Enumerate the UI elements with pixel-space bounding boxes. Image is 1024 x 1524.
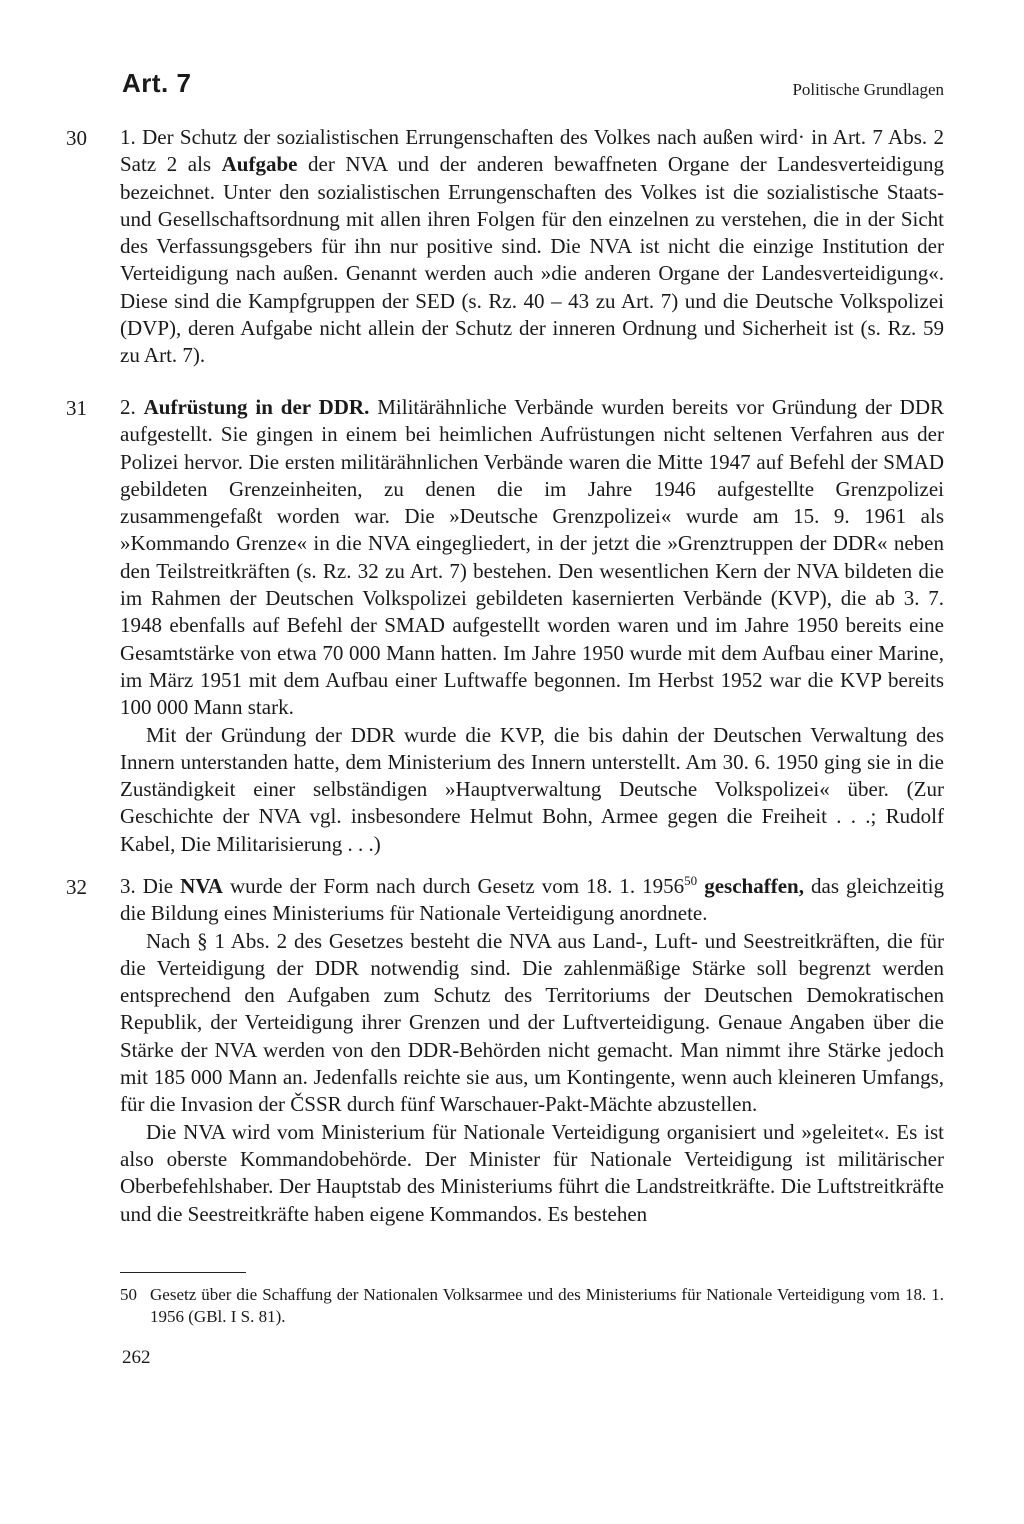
- text-run: Die NVA wird vom Ministerium für Nationale Verteidigung organisiert und »geleitet«. Es ist also oberste Kommandobehörde. Der Minister für Nationale Verteidigung ist militärischer Oberbefehlshaber. Der Hauptstab des Ministeriums führt die Landstreitkräfte. Die Luftstreitkräfte und die Seestreitkräfte haben eigene Kommandos. Es bestehen: [120, 1119, 944, 1226]
- text-run: Mit der Gründung der DDR wurde die KVP, die bis dahin der Deutschen Verwaltung des Innern unterstanden hatte, dem Ministerium des Innern unterstellt. Am 30. 6. 1950 ging sie in die Zuständigkeit einer selbständigen »Hauptverwaltung Deutsche Volkspolizei« über. (Zur Geschichte der NVA vgl. insbesondere Helmut Bohn, Armee gegen die Freiheit . . .; Rudolf Kabel, Die Militarisierung . . .): [120, 722, 944, 856]
- paragraph: [120, 394, 944, 722]
- paragraph: [120, 928, 944, 1119]
- text-run: 3. Die: [120, 874, 181, 898]
- margin-number: 31: [66, 396, 87, 420]
- text-run: 1. Der Schutz der sozialistischen Errungenschaften des Volkes nach außen wird· in Art. 7 Abs. 2 Satz 2 als: [120, 125, 944, 177]
- footnote-rule: [120, 1272, 246, 1273]
- paragraph: [120, 873, 944, 928]
- bold-term: Aufgabe: [221, 152, 298, 177]
- text-run: das gleichzeitig die Bildung eines Ministeriums für Nationale Verteidigung anordnete.: [120, 874, 944, 926]
- page-number: 262: [122, 1347, 151, 1368]
- footnote-number: 50: [120, 1285, 137, 1304]
- bold-term: NVA: [180, 874, 223, 898]
- paragraph-block: [120, 394, 944, 858]
- footnote: [120, 1284, 944, 1328]
- text-run: wurde der Form nach durch Gesetz vom 18. 1. 1956: [222, 874, 685, 898]
- paragraph: [120, 124, 944, 370]
- margin-number: 30: [66, 126, 87, 150]
- footnote-text: Gesetz über die Schaffung der Nationalen Volksarmee und des Ministeriums für Nationale Verteidigung vom 18. 1. 1956 (GBl. I S. 81).: [150, 1285, 944, 1326]
- bold-term: geschaffen,: [704, 874, 804, 898]
- text-run: 2.: [120, 395, 144, 419]
- text-run: der NVA und der anderen bewaffneten Organe der Landesverteidigung bezeichnet. Unter den sozialistischen Errungenschaften des Volkes ist die sozialistische Staats- und Gesellschaftsordnung mit allen ihren Folgen für den einzelnen zu verstehen, die in der Sicht des Verfassungsgebers für ihn nur positive sind. Die NVA ist nicht die einzige Institution der Verteidigung nach außen. Genannt werden auch »die anderen Organe der Landesverteidigung«. Diese sind die Kampfgruppen der SED (s. Rz. 40 – 43 zu Art. 7) und die Deutsche Volkspolizei (DVP), deren Aufgabe nicht allein der Schutz der inneren Ordnung und Sicherheit ist (s. Rz. 59 zu Art. 7).: [120, 152, 944, 368]
- footnote-ref: 50: [684, 873, 698, 888]
- article-heading: Art. 7: [122, 68, 192, 98]
- text-run: Militärähnliche Verbände wurden bereits vor Gründung der DDR aufgestellt. Sie gingen in einem bei heimlichen Aufrüstungen nicht seltenen Verfahren aus der Polizei hervor. Die ersten militärähnlichen Verbände waren die Mitte 1947 auf Befehl der SMAD gebildeten Grenzeinheiten, zu denen die im Jahre 1946 aufgestellte Grenzpolizei zusammengefaßt worden war. Die »Deutsche Grenzpolizei« wurde am 15. 9. 1961 als »Kommando Grenze« in die NVA eingegliedert, in der jetzt die »Grenztruppen der DDR« neben den Teilstreitkräften (s. Rz. 32 zu Art. 7) bestehen. Den wesentlichen Kern der NVA bildeten die im Rahmen der Deutschen Volkspolizei gebildeten kasernierten Verbände (KVP), die ab 3. 7. 1948 ebenfalls auf Befehl der SMAD aufgestellt worden waren und im Jahre 1950 bereits eine Gesamtstärke von etwa 70 000 Mann hatten. Im Jahre 1950 wurde mit dem Aufbau einer Marine, im März 1951 mit dem Aufbau einer Luftwaffe begonnen. Im Herbst 1952 war die KVP bereits 100 000 Mann stark.: [120, 395, 944, 720]
- running-header: Politische Grundlagen: [792, 80, 944, 99]
- paragraph-block: [120, 124, 944, 370]
- margin-number: 32: [66, 875, 87, 899]
- paragraph: [120, 722, 944, 858]
- bold-term: Aufrüstung in der DDR.: [143, 395, 370, 419]
- text-run: Nach § 1 Abs. 2 des Gesetzes besteht die NVA aus Land-, Luft- und Seestreitkräften, die für die Verteidigung der DDR notwendig sind. Die zahlenmäßige Stärke soll begrenzt werden entsprechend den Aufgaben zum Schutz des Territoriums der Deutschen Demokratischen Republik, der Verteidigung ihrer Grenzen und der Luftverteidigung. Genaue Angaben über die Stärke der NVA werden von den DDR-Behörden nicht gemacht. Man nimmt ihre Stärke jedoch mit 185 000 Mann an. Jedenfalls reichte sie aus, um Kontingente, wenn auch kleineren Umfangs, für die Invasion der ČSSR durch fünf Warschauer-Pakt-Mächte abzustellen.: [120, 928, 944, 1117]
- paragraph: [120, 1119, 944, 1228]
- paragraph-block: [120, 873, 944, 1228]
